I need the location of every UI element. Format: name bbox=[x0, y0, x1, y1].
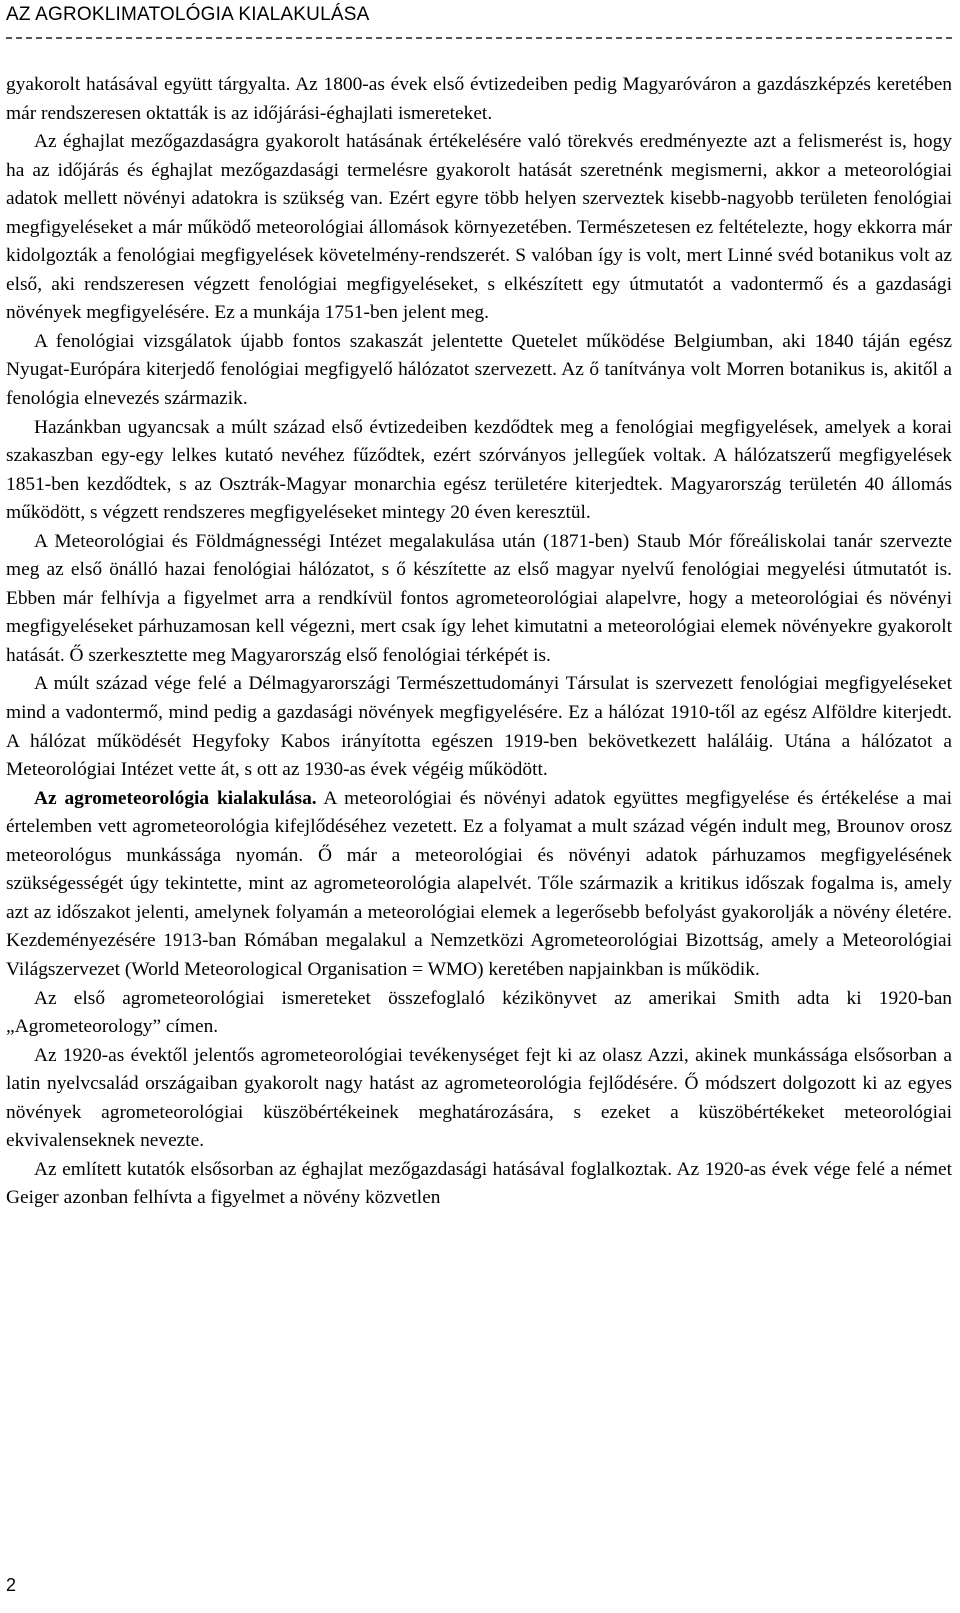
page-number: 2 bbox=[6, 1575, 17, 1595]
document-body bbox=[6, 71, 952, 1213]
paragraph: Hazánkban ugyancsak a múlt század első évtizedeiben kezdődtek meg a fenológiai megfigyelések, amelyek a korai szakaszban egy-egy lelkes kutató nevéhez fűződtek, ezért szórványos jellegűek voltak. A hálózatszerű megfigyelések 1851-ben kezdődtek, s az Osztrák-Magyar monarchia egész területére kiterjedtek. Magyarország területén 40 állomás működött, s végzett rendszeres megfigyeléseket mintegy 20 éven keresztül. bbox=[6, 416, 952, 524]
paragraph: Az említett kutatók elsősorban az éghajlat mezőgazdasági hatásával foglalkoztak. Az 1920-as évek vége felé a német Geiger azonban felhívta a figyelmet a növény közvetlen bbox=[6, 1158, 952, 1209]
paragraph-with-heading bbox=[6, 785, 952, 985]
paragraph: Az első agrometeorológiai ismereteket összefoglaló kézikönyvet az amerikai Smith adta ki 1920-ban „Agrometeorology” címen. bbox=[6, 987, 952, 1038]
paragraph: A múlt század vége felé a Délmagyarországi Természettudományi Társulat is szervezett fenológiai megfigyeléseket mind a vadontermő, mind pedig a gazdasági növények megfigyelésére. Ez a hálózat 1910-től az egész Alföldre kiterjedt. A hálózat működését Hegyfoky Kabos irányította egészen 1919-ben bekövetkezett haláláig. Utána a hálózatot a Meteorológiai Intézet vette át, s ott az 1930-as évek végéig működött. bbox=[6, 673, 952, 781]
running-header: AZ AGROKLIMATOLÓGIA KIALAKULÁSA bbox=[6, 4, 370, 25]
header-dashed-rule bbox=[6, 37, 952, 39]
paragraph-text: A meteorológiai és növényi adatok együttes megfigyelése és értékelése a mai értelemben vett agrometeorológia kifejlődéséhez vezetett. Ez a folyamat a mult század végén indult meg, Brounov orosz meteorológus munkássága nyomán. Ő már a meteorológiai és növényi adatok párhuzamos megfigyelésének szükségességét úgy tekintette, mint az agrometeorológia alapelvét. Tőle származik a kritikus időszak fogalma is, amely azt az időszakot jelenti, amelynek folyamán a meteorológiai elemek a legerősebb befolyást gyakorolják a növény életére. Kezdeményezésére 1913-ban Rómában megalakul a Nemzetközi Agrometeorológiai Bizottság, amely a Meteorológiai Világszervezet (World Meteorological Organisation = WMO) keretében napjainkban is működik. bbox=[6, 787, 952, 980]
paragraph: Az éghajlat mezőgazdaságra gyakorolt hatásának értékelésére való törekvés eredményezte azt a felismerést is, hogy ha az időjárás és éghajlat mezőgazdasági termelésre gyakorolt hatását szeretnénk megismerni, akkor a meteorológiai adatok mellett növényi adatokra is szükség van. Ezért egyre több helyen szerveztek kisebb-nagyobb területen fenológiai megfigyeléseket a már működő meteorológiai állomások környezetében. Természetesen ez feltételezte, hogy ekkorra már kidolgozták a fenológiai megfigyelések követelmény-rendszerét. S valóban így is volt, mert Linné svéd botanikus volt az első, aki rendszeresen végzett fenológiai megfigyeléseket, s elkészített egy útmutatót a vadontermő és a gazdasági növények megfigyelésére. Ez a munkája 1751-ben jelent meg. bbox=[6, 131, 952, 324]
paragraph: A Meteorológiai és Földmágnességi Intézet megalakulása után (1871-ben) Staub Mór főreáliskolai tanár szervezte meg az első önálló hazai fenológiai hálózatot, s ő készítette az első magyar nyelvű fenológiai megyelési útmutatót is. Ebben már felhívja a figyelmet arra a rendkívül fontos agrometeorológiai alapelvre, hogy a meteorológiai és növényi megfigyeléseket párhuzamosan kell végezni, mert csak így lehet kimutatni a meteorológiai elemek növényekre gyakorolt hatását. Ő szerkesztette meg Magyarország első fenológiai térképét is. bbox=[6, 530, 952, 666]
paragraph-continuation: gyakorolt hatásával együtt tárgyalta. Az 1800-as évek első évtizedeiben pedig Magyaróváron a gazdászképzés keretében már rendszeresen oktatták is az időjárási-éghajlati ismereteket. bbox=[6, 74, 952, 124]
paragraph: A fenológiai vizsgálatok újabb fontos szakaszát jelentette Quetelet működése Belgiumban, aki 1840 táján egész Nyugat-Európára kiterjedő fenológiai megfigyelő hálózatot szervezett. Az ő tanítványa volt Morren botanikus is, akitől a fenológia elnevezés származik. bbox=[6, 330, 952, 410]
section-run-in-heading: Az agrometeorológia kialakulása. bbox=[34, 787, 317, 809]
paragraph: Az 1920-as évektől jelentős agrometeorológiai tevékenységet fejt ki az olasz Azzi, akinek munkássága elsősorban a latin nyelvcsalád országaiban gyakorolt nagy hatást az agrometeorológia fejlődésére. Ő módszert dolgozott ki az egyes növények agrometeorológiai küszöbértékeinek meghatározására, s ezeket a küszöbértékeket meteorológiai ekvivalenseknek nevezte. bbox=[6, 1044, 952, 1152]
